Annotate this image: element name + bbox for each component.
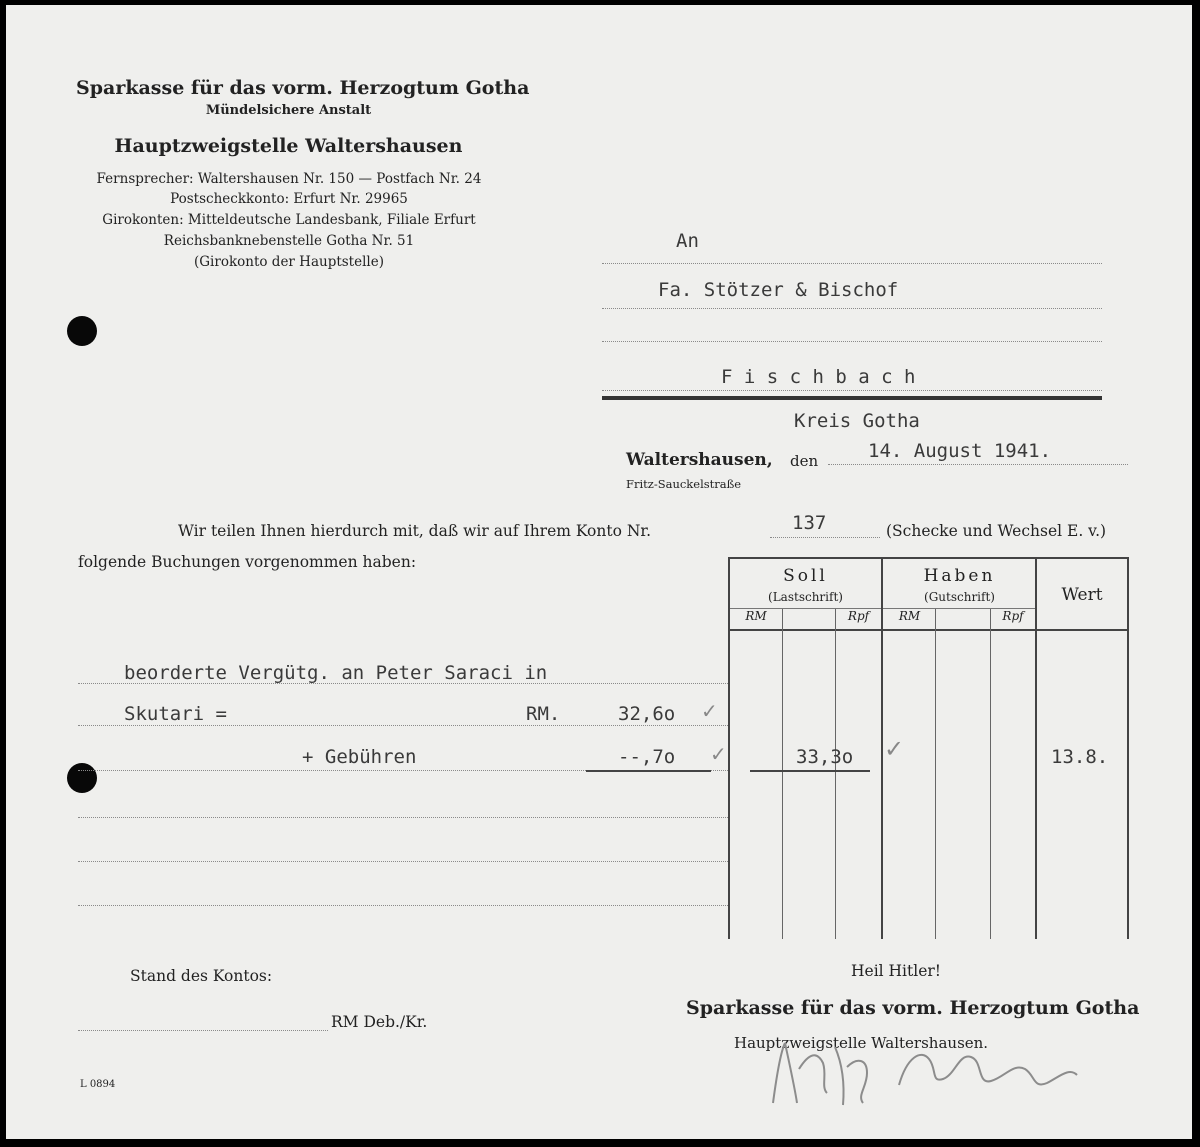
value-date: 13.8. xyxy=(1051,746,1109,768)
haben-rpf-label: Rpf xyxy=(1002,609,1024,623)
table-header-rule xyxy=(728,629,1128,631)
soll-rpf-rule xyxy=(835,609,836,939)
date-den: den xyxy=(790,452,819,470)
entry-currency: RM. xyxy=(526,703,561,725)
table-divider-haben-wert xyxy=(1035,557,1037,939)
checkmark-icon: ✓ xyxy=(701,699,718,723)
address-line-1 xyxy=(602,263,1102,264)
recipient-city: F i s c h b a c h xyxy=(721,366,916,388)
phone-line: Fernsprecher: Waltershausen Nr. 150 — Postfach Nr. 24 xyxy=(96,171,482,187)
reichsbank-line: Reichsbanknebenstelle Gotha Nr. 51 xyxy=(163,233,415,249)
checkmark-icon: ✓ xyxy=(884,735,905,763)
table-top-rule xyxy=(728,557,1128,559)
bank-subtitle: Mündelsichere Anstalt xyxy=(205,103,372,118)
soll-rpf-label: Rpf xyxy=(847,609,870,623)
form-number: L 0894 xyxy=(80,1079,116,1090)
soll-subheader: (Lastschrift) xyxy=(768,590,843,604)
recipient-district: Kreis Gotha xyxy=(794,410,920,432)
haben-subheader: (Gutschrift) xyxy=(924,590,995,604)
haben-rpf-rule xyxy=(990,609,991,939)
entry-line-5 xyxy=(78,861,728,862)
balance-unit: RM Deb./Kr. xyxy=(331,1013,428,1031)
intro-text: Wir teilen Ihnen hierdurch mit, daß wir auf Ihrem Konto Nr. xyxy=(178,522,652,540)
table-right-rule xyxy=(1127,557,1129,939)
intro-text-2: folgende Buchungen vorgenommen haben: xyxy=(78,553,417,571)
giro-line: Girokonten: Mitteldeutsche Landesbank, Filiale Erfurt xyxy=(102,212,476,228)
bank-name-heading: Sparkasse für das vorm. Herzogtum Gotha xyxy=(76,77,530,99)
address-line-3 xyxy=(602,341,1102,342)
punch-hole-top xyxy=(67,316,97,346)
soll-amount: 33,3o xyxy=(796,746,854,768)
table-divider-soll-haben xyxy=(881,557,883,939)
haben-rm-rule xyxy=(935,609,936,939)
footer-branch: Hauptzweigstelle Waltershausen. xyxy=(734,1034,989,1052)
haben-header: Haben xyxy=(923,566,996,586)
place: Waltershausen, xyxy=(626,450,773,470)
address-line-4 xyxy=(602,390,1102,391)
wert-header: Wert xyxy=(1061,585,1103,605)
letter-page xyxy=(6,5,1192,1139)
soll-rm-rule xyxy=(782,609,783,939)
address-line-2 xyxy=(602,308,1102,309)
entry-line-2 xyxy=(78,725,728,726)
soll-header: Soll xyxy=(783,566,828,586)
punch-hole-bottom xyxy=(67,763,97,793)
entry-line-4 xyxy=(78,817,728,818)
postal-check-line: Postscheckkonto: Erfurt Nr. 29965 xyxy=(170,191,408,207)
date-line xyxy=(828,464,1128,465)
account-suffix: (Schecke und Wechsel E. v.) xyxy=(886,522,1107,540)
balance-label: Stand des Kontos: xyxy=(130,967,273,985)
soll-underline xyxy=(750,770,870,772)
giro-note: (Girokonto der Hauptstelle) xyxy=(194,254,384,270)
branch-heading: Hauptzweigstelle Waltershausen xyxy=(114,135,463,157)
fees-amount: --,7o xyxy=(618,746,676,768)
entry-line-6 xyxy=(78,905,728,906)
entry-text-1: beorderte Vergütg. an Peter Saraci in xyxy=(124,662,548,684)
footer-bank-name: Sparkasse für das vorm. Herzogtum Gotha xyxy=(686,997,1140,1019)
entry-amount-1: 32,6o xyxy=(618,703,676,725)
recipient-name: Fa. Stötzer & Bischof xyxy=(658,279,899,301)
haben-rm-label: RM xyxy=(898,609,921,623)
soll-rm-label: RM xyxy=(745,609,767,623)
fees-underline xyxy=(586,770,711,772)
address-to: An xyxy=(676,230,699,252)
greeting: Heil Hitler! xyxy=(851,962,942,980)
letter-date: 14. August 1941. xyxy=(868,440,1052,462)
entry-text-2: Skutari = xyxy=(124,703,227,725)
street: Fritz-Sauckelstraße xyxy=(626,477,742,491)
checkmark-icon: ✓ xyxy=(710,742,727,766)
account-number: 137 xyxy=(792,512,827,534)
signature xyxy=(751,1023,1091,1118)
balance-line xyxy=(78,1030,328,1031)
fees-label: + Gebühren xyxy=(302,746,417,768)
account-line xyxy=(770,537,880,538)
address-rule xyxy=(602,396,1102,400)
